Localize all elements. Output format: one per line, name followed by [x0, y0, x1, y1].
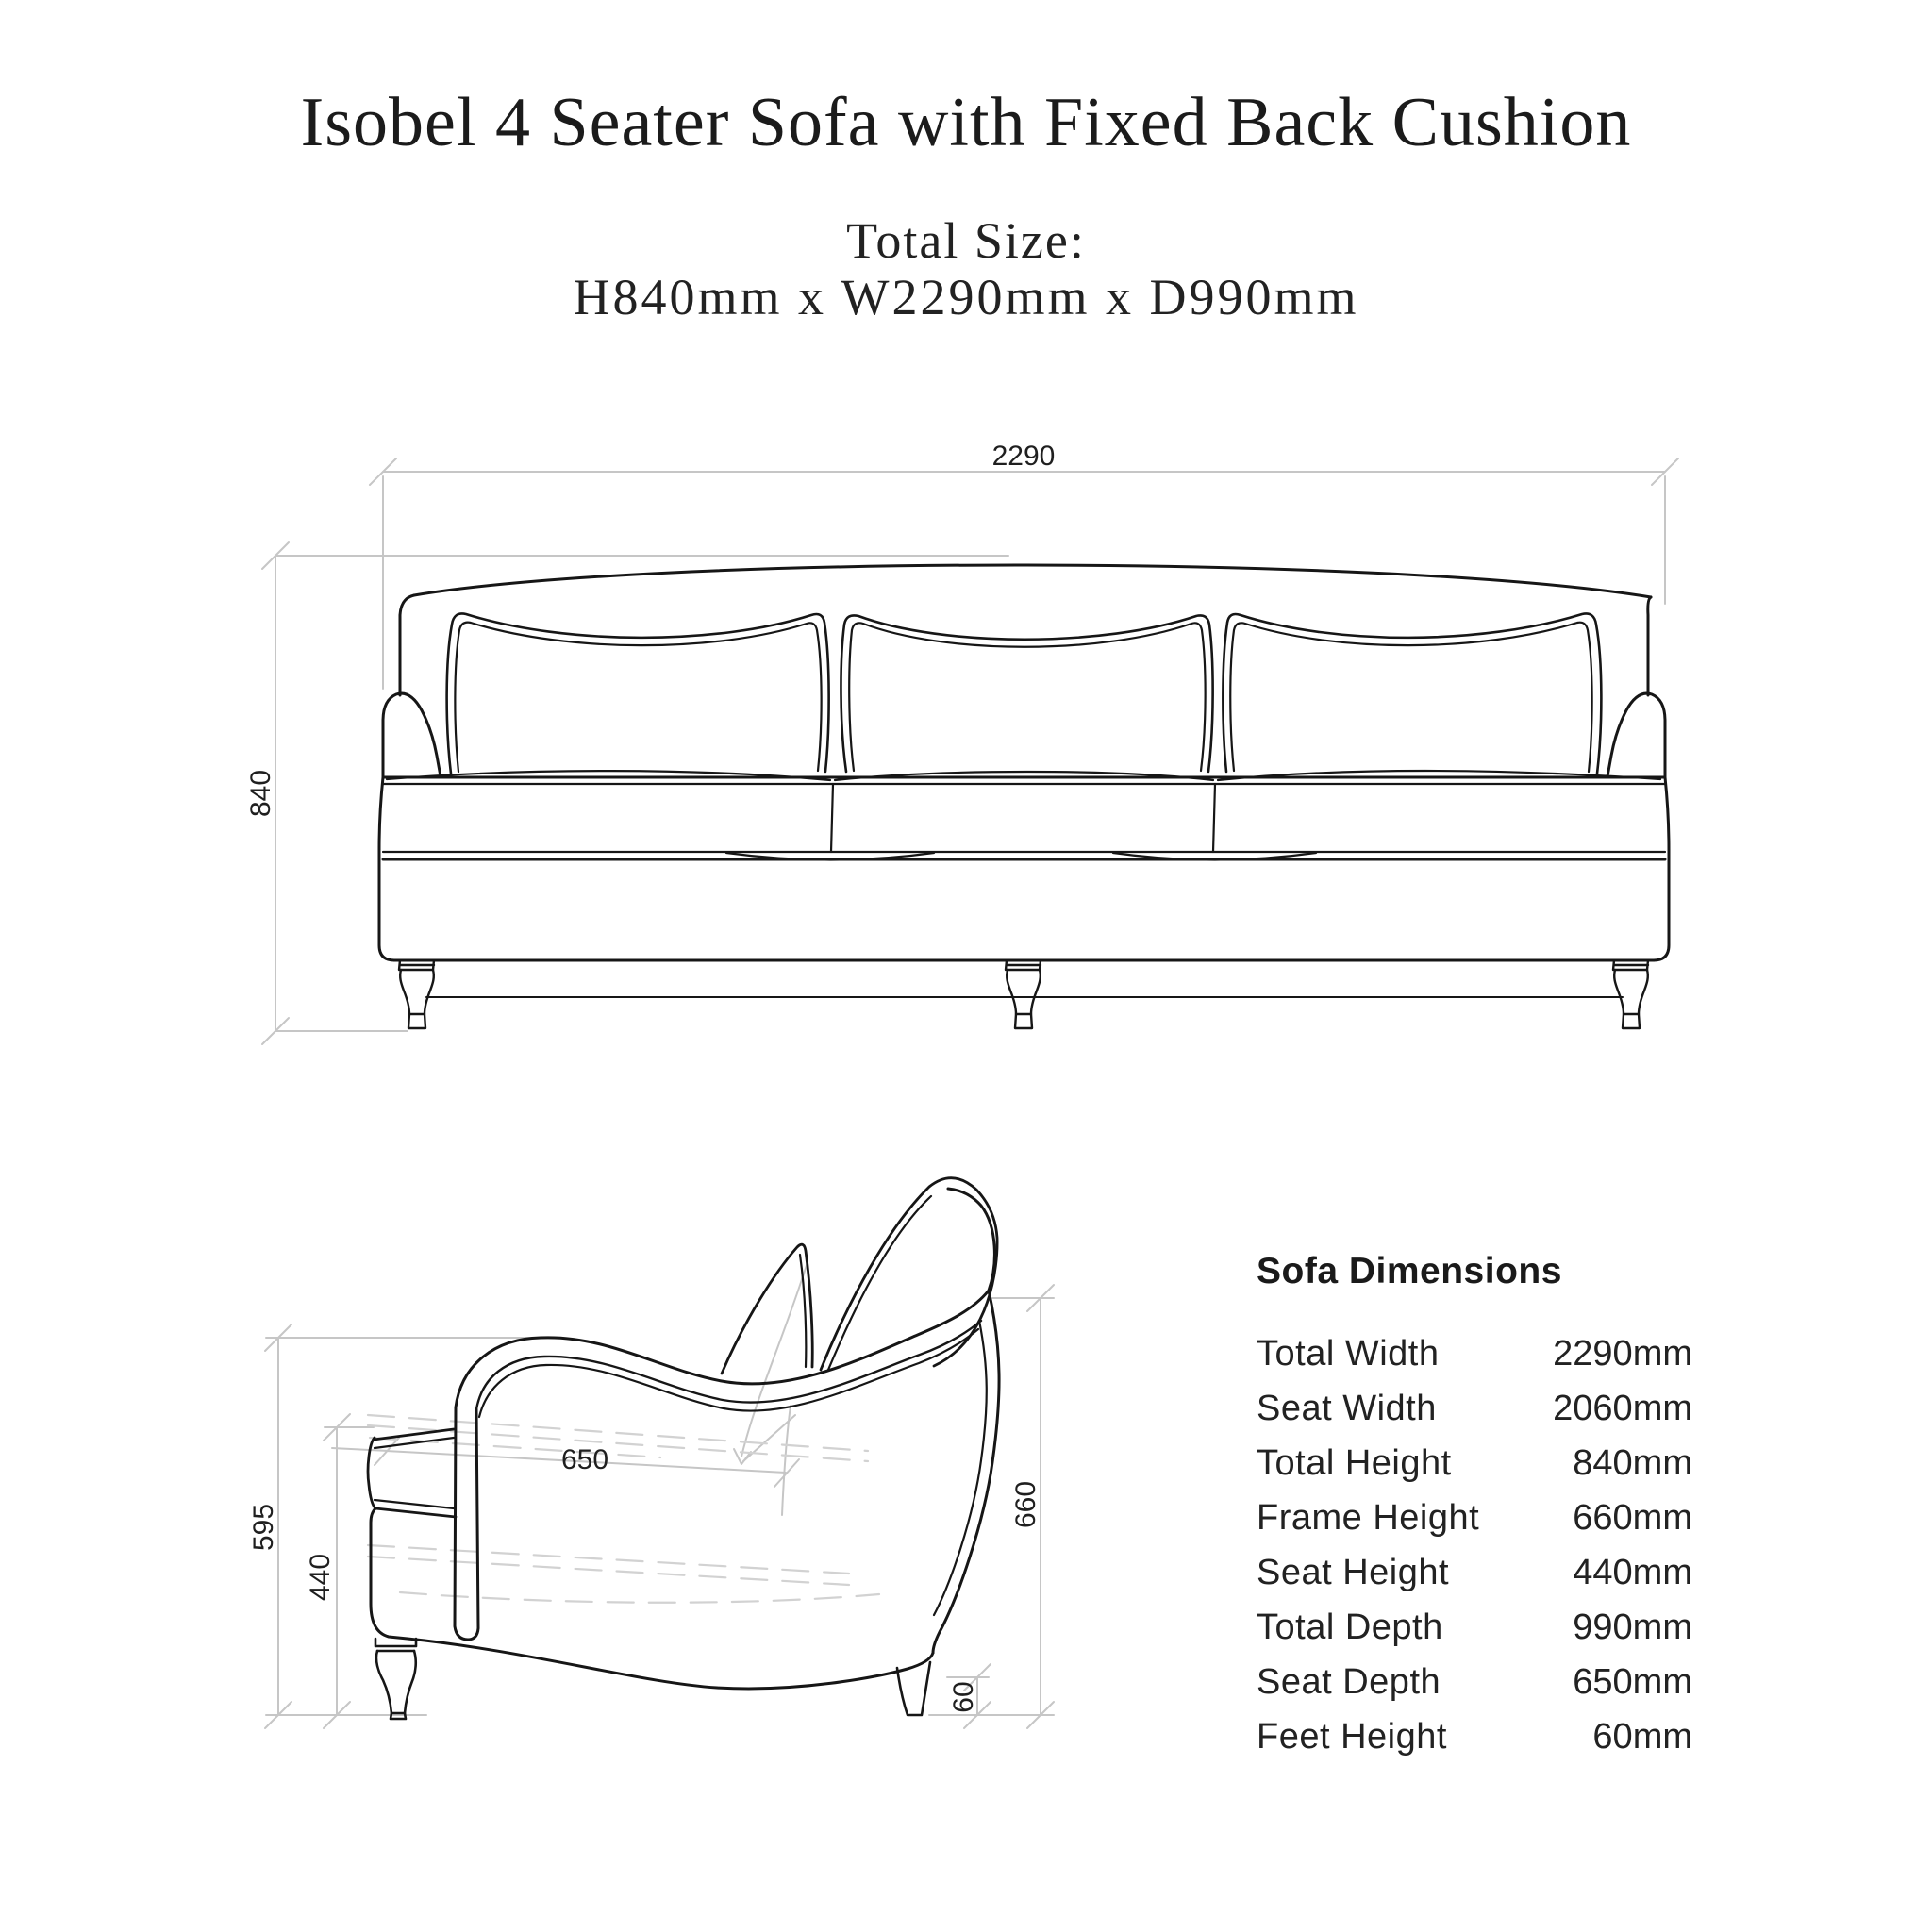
table-row — [1257, 1389, 1692, 1443]
row-label: Seat Depth — [1257, 1662, 1441, 1702]
front-height-dimension-label: 840 — [245, 769, 276, 818]
row-value: 650mm — [1573, 1662, 1692, 1702]
table-rows — [1257, 1334, 1692, 1772]
row-value: 660mm — [1573, 1498, 1692, 1538]
subtitle-overall-dimensions: H840mm x W2290mm x D990mm — [573, 269, 1359, 325]
sofa-dimensions-table — [1257, 1251, 1692, 1772]
row-label: Feet Height — [1257, 1717, 1447, 1757]
table-row — [1257, 1662, 1692, 1717]
table-row — [1257, 1553, 1692, 1607]
row-label: Seat Width — [1257, 1389, 1437, 1428]
table-row — [1257, 1498, 1692, 1553]
side-frame-height-dimension-label: 660 — [1010, 1480, 1041, 1529]
table-row — [1257, 1334, 1692, 1389]
front-view-dimension-lines — [262, 458, 1678, 1044]
row-label: Total Depth — [1257, 1607, 1443, 1647]
row-value: 60mm — [1592, 1717, 1692, 1757]
front-view-sofa-outline — [379, 565, 1669, 1028]
side-seat-depth-dimension-label: 650 — [560, 1444, 609, 1475]
side-view-hidden-lines — [368, 1415, 879, 1603]
side-view-dimension-lines — [265, 1262, 1054, 1728]
page-title: Isobel 4 Seater Sofa with Fixed Back Cushion — [300, 84, 1632, 161]
front-view-legs — [399, 960, 1648, 1028]
side-seat-height-dimension-label: 440 — [305, 1553, 336, 1602]
row-label: Total Width — [1257, 1334, 1440, 1374]
row-label: Seat Height — [1257, 1553, 1450, 1592]
table-row — [1257, 1607, 1692, 1662]
side-feet-height-dimension-label: 60 — [948, 1681, 979, 1713]
side-arm-height-dimension-label: 595 — [248, 1503, 279, 1552]
table-title: Sofa Dimensions — [1257, 1251, 1562, 1291]
front-width-dimension-label: 2290 — [991, 441, 1056, 472]
side-view-drawing — [265, 1178, 1054, 1728]
row-value: 990mm — [1573, 1607, 1692, 1647]
row-value: 2290mm — [1553, 1334, 1692, 1374]
row-label: Total Height — [1257, 1443, 1452, 1483]
front-view-drawing — [262, 458, 1678, 1044]
table-row — [1257, 1443, 1692, 1498]
table-row — [1257, 1717, 1692, 1772]
subtitle-total-size-label: Total Size: — [846, 212, 1086, 269]
row-value: 2060mm — [1553, 1389, 1692, 1428]
row-label: Frame Height — [1257, 1498, 1480, 1538]
row-value: 440mm — [1573, 1553, 1692, 1592]
row-value: 840mm — [1573, 1443, 1692, 1483]
